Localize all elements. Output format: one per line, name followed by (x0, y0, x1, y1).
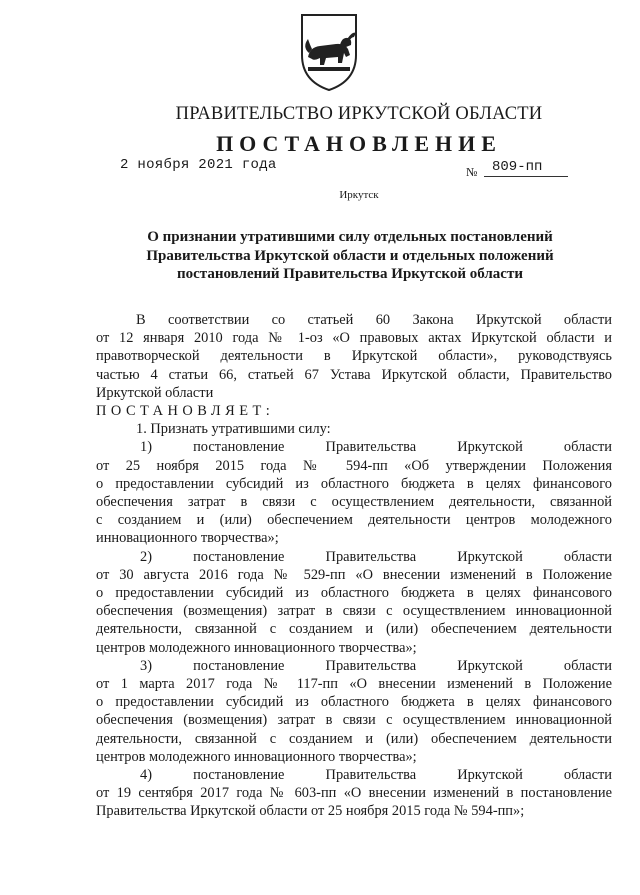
item-1-line: обеспечения затрат в связи с осуществлением деятельности, связанной (96, 494, 612, 511)
decree-word: ПОСТАНОВЛЯЕТ: (96, 403, 275, 420)
number-underline (484, 176, 568, 177)
item-2-first-line (96, 548, 612, 566)
item-word: Правительства (325, 439, 417, 456)
item-word: постановление (193, 657, 285, 674)
item-word: Иркутской (457, 657, 523, 674)
item-number: 3) (140, 657, 152, 674)
title-line: О признании утратившими силу отдельных постановлений (147, 229, 553, 245)
preamble-line: Иркутской области (96, 384, 214, 401)
item-2-line: от 30 августа 2016 года № 529-пп «О внесении изменений в Положение (96, 566, 612, 583)
document-number: 809-пп (492, 159, 543, 175)
item-number: 4) (140, 767, 152, 784)
preamble-line: от 12 января 2010 года № 1-оз «О правовых актах Иркутской области и (96, 330, 612, 347)
document-number-field (466, 159, 568, 179)
item-word: постановление (193, 548, 285, 565)
item-3-line: центров молодежного инновационного творчества»; (96, 748, 417, 765)
organization-name: ПРАВИТЕЛЬСТВО ИРКУТСКОЙ ОБЛАСТИ (175, 104, 543, 124)
item-2-line: деятельности, связанной с созданием и (или) обеспечением деятельности (96, 621, 612, 638)
item-word: области (563, 767, 612, 784)
document-type: ПОСТАНОВЛЕНИЕ (216, 131, 502, 156)
item-word: Иркутской (457, 548, 523, 565)
document-title (100, 228, 600, 284)
item-3-first-line (96, 657, 612, 675)
item-word: Правительства (325, 548, 417, 565)
item-3-line: от 1 марта 2017 года № 117-пп «О внесении изменений в Положение (96, 676, 612, 693)
item-word: Иркутской (457, 439, 523, 456)
preamble-line: правотворческой деятельности в Иркутской области», руководствуясь (96, 348, 612, 365)
item-word: области (563, 439, 612, 456)
item-4-line: Правительства Иркутской области от 25 ноября 2015 года № 594-пп»; (96, 803, 525, 820)
title-line: Правительства Иркутской области и отдельных положений (146, 247, 554, 264)
item-3-line: о предоставлении субсидий из областного бюджета в целях финансового (96, 694, 612, 711)
item-2-line: обеспечения (возмещения) затрат в связи с осуществлением инновационной (96, 603, 612, 620)
item-1-line: о предоставлении субсидий из областного бюджета в целях финансового (96, 475, 612, 492)
item-2-line: о предоставлении субсидий из областного бюджета в целях финансового (96, 585, 612, 602)
point-1: 1. Признать утратившими силу: (136, 421, 331, 438)
item-1-line: с созданием и (или) обеспечением деятельности центров молодежного (96, 512, 612, 529)
document-body (96, 311, 612, 821)
item-2-line: центров молодежного инновационного творчества»; (96, 639, 417, 656)
item-1-line: от 25 ноября 2015 года № 594-пп «Об утверждении Положения (96, 457, 612, 474)
item-1-line: инновационного творчества»; (96, 530, 279, 547)
number-sign: № (466, 165, 478, 179)
item-1-first-line (96, 438, 612, 456)
item-word: постановление (193, 767, 285, 784)
item-4-first-line (96, 766, 612, 784)
item-word: Правительства (325, 767, 417, 784)
item-word: Правительства (325, 657, 417, 674)
item-word: области (563, 548, 612, 565)
item-3-line: деятельности, связанной с созданием и (или) обеспечением деятельности (96, 730, 612, 747)
city-name: Иркутск (339, 189, 379, 201)
item-3-line: обеспечения (возмещения) затрат в связи с осуществлением инновационной (96, 712, 612, 729)
document-date: 2 ноября 2021 года (120, 157, 277, 173)
item-4-line: от 19 сентября 2017 года № 603-пп «О внесении изменений в постановление (96, 785, 612, 802)
item-number: 2) (140, 548, 152, 565)
coat-of-arms-emblem (296, 11, 362, 93)
title-line: постановлений Правительства Иркутской области (177, 266, 523, 282)
preamble-line: В соответствии со статьей 60 Закона Иркутской области (136, 312, 612, 328)
preamble-line: частью 4 статьи 66, статьей 67 Устава Иркутской области, Правительство (96, 366, 612, 383)
item-word: Иркутской (457, 767, 523, 784)
item-word: области (563, 657, 612, 674)
item-number: 1) (140, 439, 152, 456)
item-word: постановление (193, 439, 285, 456)
